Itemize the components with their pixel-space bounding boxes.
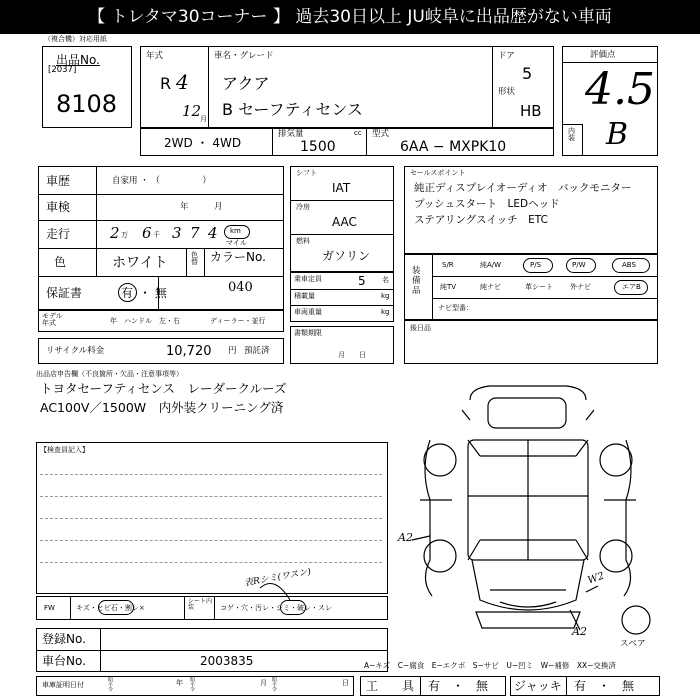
- garage-month: 月: [260, 679, 267, 687]
- fw-items: キズ・ヒビ石・割レ×: [76, 604, 145, 612]
- inspection-units: 年 月: [180, 202, 223, 212]
- equip-abs: ABS: [622, 261, 636, 269]
- name-label: 車名・グレード: [214, 51, 274, 61]
- chassis-number: 2003835: [200, 654, 254, 668]
- recycle-unit: 円: [228, 346, 237, 356]
- year-era: R: [160, 74, 172, 93]
- recycle-note: 預託済: [244, 346, 270, 356]
- capacity-label: 乗車定員: [294, 275, 322, 283]
- inspection-label: 車検: [46, 200, 71, 214]
- month-unit: 月: [200, 115, 207, 123]
- paint-label: 色替: [191, 251, 198, 266]
- mileage-digit-4: 7: [190, 224, 200, 242]
- model-year-label: モデル年式: [42, 312, 63, 327]
- sales-point-label: セールスポイント: [410, 169, 466, 177]
- fw-label: FW: [44, 604, 55, 612]
- equip-aw: 純A/W: [480, 261, 502, 269]
- month-value: 12: [182, 102, 202, 120]
- diagram-a2-bottom: A2: [572, 625, 587, 638]
- warranty-label: 保証書: [46, 286, 83, 300]
- door-value: 5: [522, 64, 533, 83]
- warranty-yes: 有: [121, 286, 134, 300]
- capacity-unit: 名: [382, 276, 389, 284]
- mileage-digit-2: 6: [142, 224, 152, 242]
- garage-day: 日: [342, 679, 349, 687]
- ac-value: AAC: [332, 215, 357, 229]
- handle-side: ハンドル 左・右: [124, 317, 180, 325]
- door-label: ドア: [498, 51, 515, 61]
- mileage-unit-man: 万: [121, 231, 128, 239]
- warranty-no: ・ 無: [139, 286, 167, 300]
- displacement: 1500: [300, 139, 336, 155]
- sales-point-line-2: プッシュスタート LEDヘッド: [414, 198, 560, 210]
- garage-era-2: 昭平令: [190, 677, 196, 693]
- car-name: アクア: [222, 74, 270, 93]
- notes-label: 出品店申告欄（不良箇所・欠品・注意事項等）: [36, 370, 183, 378]
- banner: 【 トレタマ30コーナー 】 過去30日以上 JU岐阜に出品歴がない車両: [0, 0, 700, 34]
- shape-label: 形状: [498, 87, 516, 97]
- seat-items: コゲ・穴・汚レ・シミ・破レ・スレ: [220, 604, 332, 612]
- navi-model: ナビ型番：: [438, 304, 473, 312]
- year-value: 4: [176, 70, 189, 94]
- inspector-label: 【検査員記入】: [40, 446, 89, 454]
- mile-unit: マイル: [226, 239, 247, 247]
- sales-point-line-1: 純正ディスプレイオーディオ バックモニター: [414, 182, 632, 194]
- capacity-value: 5: [358, 274, 366, 288]
- equip-navi: 純ナビ: [480, 283, 501, 291]
- equip-ps: P/S: [530, 261, 542, 269]
- mileage-digit-3: 3: [172, 224, 182, 242]
- garage-year: 年: [176, 679, 183, 687]
- diagram-a2-left: A2: [398, 531, 413, 544]
- color-value: ホワイト: [112, 255, 168, 271]
- sales-point-line-3: ステアリングスイッチ ETC: [414, 214, 548, 226]
- equip-pw: P/W: [572, 261, 586, 269]
- fuel-value: ガソリン: [322, 249, 371, 263]
- weight-kg: kg: [381, 308, 390, 316]
- form-subtitle: （複合機）対応用紙: [44, 35, 107, 43]
- km-unit: km: [230, 227, 241, 235]
- notes-line-1: トヨタセーフティセンス レーダークルーズ: [40, 381, 287, 396]
- load-label: 積載量: [294, 292, 315, 300]
- chassis-label: 車台No.: [42, 654, 86, 668]
- after-items-label: 後日品: [410, 324, 431, 332]
- shape-value: HB: [520, 102, 542, 120]
- disp-label: 排気量: [278, 129, 304, 139]
- equip-airbag: エアB: [622, 283, 641, 291]
- equipment-label: 装備品: [412, 266, 421, 297]
- registration-label: 登録No.: [42, 632, 86, 646]
- lot-number: 8108: [56, 90, 118, 118]
- load-kg: kg: [381, 292, 390, 300]
- history-label: 車歴: [46, 174, 71, 188]
- mileage-digit-1: 2: [110, 224, 120, 242]
- shift-value: IAT: [332, 181, 351, 195]
- model-label: 型式: [372, 129, 390, 139]
- cc-unit: cc: [354, 129, 362, 137]
- score-label: 評価点: [590, 50, 616, 60]
- tools-label: 工 具: [366, 679, 415, 693]
- year-label: 年式: [146, 51, 164, 61]
- dealer-type: ディーラー・並行: [210, 317, 266, 325]
- lot-prefix: [2037]: [48, 65, 77, 75]
- recycle-label: リサイクル料金: [46, 346, 105, 356]
- interior-label: 内装: [568, 127, 575, 142]
- tools-value: 有 ・ 無: [428, 679, 489, 693]
- color-label: 色: [54, 255, 67, 269]
- mileage-unit-sen: 千: [153, 231, 160, 239]
- lot-label: 出品No.: [56, 53, 100, 67]
- equip-ext-navi: 外ナビ: [570, 283, 591, 291]
- spare-label: スペア: [620, 639, 646, 649]
- drive-type: 2WD ・ 4WD: [164, 136, 242, 150]
- score-value: 4.5: [585, 64, 655, 115]
- garage-era-3: 昭平令: [272, 677, 278, 693]
- equip-tv: 純TV: [440, 283, 457, 291]
- fuel-label: 燃料: [296, 237, 310, 245]
- equip-leather: 革シート: [525, 283, 553, 291]
- history-value: 自家用 ・ （ ）: [112, 176, 211, 186]
- garage-era-1: 昭平令: [108, 677, 114, 693]
- weight-label: 車両重量: [294, 308, 322, 316]
- equip-sr: S/R: [442, 261, 454, 269]
- interior-grade: B: [606, 117, 629, 152]
- color-no-label: カラーNo.: [210, 250, 266, 264]
- shift-label: シフト: [296, 169, 317, 177]
- mileage-digit-5: 4: [208, 224, 218, 242]
- notes-line-2: AC100V／1500W 内外装クリーニング済: [40, 400, 284, 415]
- fw-handwritten: 表Rシミ(ワスン): [243, 567, 312, 589]
- jack-value: 有 ・ 無: [574, 679, 635, 693]
- damage-legend: A−キズ C−腐食 E−エクボ S−サビ U−凹ミ W−補修 XX−交換済: [364, 661, 616, 670]
- model-code: 6AA − MXPK10: [400, 139, 507, 155]
- docs-label: 書類期限: [294, 329, 322, 337]
- diagram-w2: W2: [586, 570, 606, 587]
- garage-cert-label: 車庫証明日付: [42, 681, 84, 689]
- ac-label: 冷房: [296, 203, 310, 211]
- color-no: 040: [228, 280, 253, 295]
- model-year-unit: 年: [110, 317, 117, 325]
- car-grade: B セーフティセンス: [222, 100, 363, 119]
- recycle-amount: 10,720: [166, 344, 212, 359]
- jack-label: ジャッキ: [514, 679, 562, 693]
- seat-label: シート内装: [188, 598, 213, 611]
- docs-unit: 月 日: [338, 351, 366, 359]
- mileage-label: 走行: [46, 227, 71, 241]
